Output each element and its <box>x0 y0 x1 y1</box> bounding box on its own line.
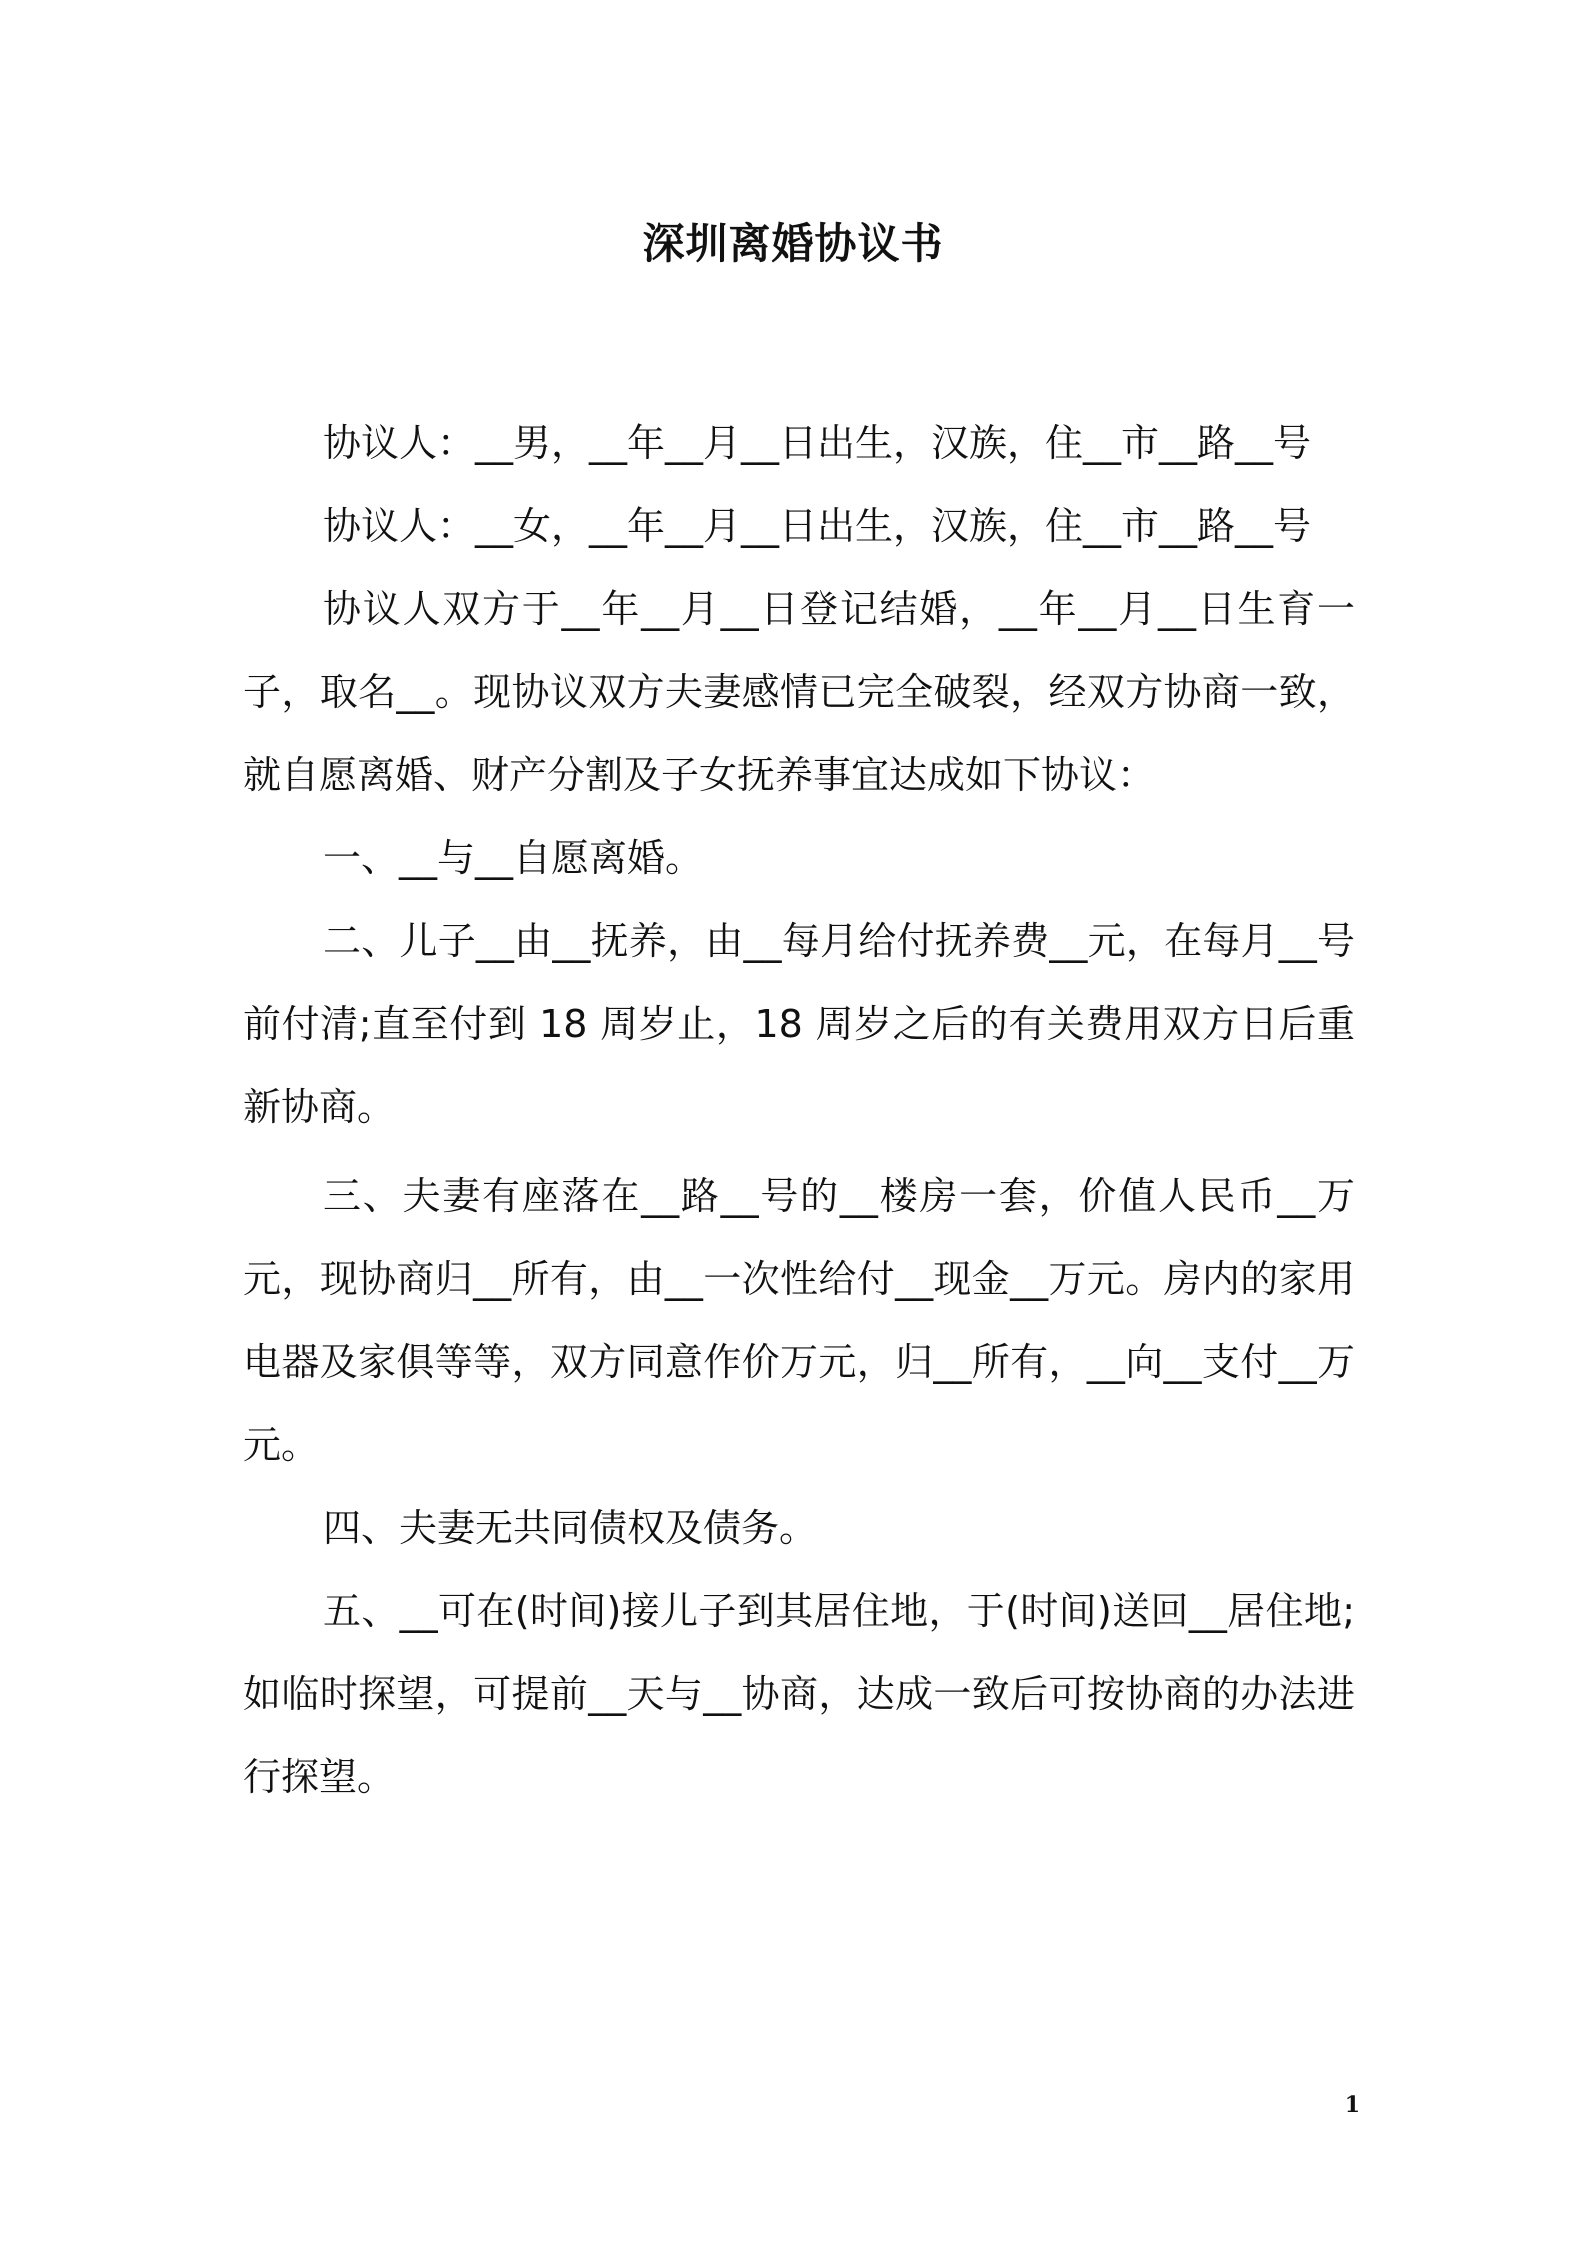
document-title: 深圳离婚协议书 <box>642 219 944 268</box>
page-number: 1 <box>1344 2092 1360 2118</box>
clause-5-paragraph: 五、__可在(时间)接儿子到其居住地，于(时间)送回__居住地;如临时探望，可提前__天与__协商，达成一致后可按协商的办法进行探望。 <box>243 1589 1355 1799</box>
document-body <box>243 402 1355 1819</box>
clause-2-paragraph: 二、儿子__由__抚养，由__每月给付抚养费__元，在每月__号前付清;直至付到 18 周岁止，18 周岁之后的有关费用双方日后重新协商。 <box>243 919 1355 1129</box>
party-female-paragraph: 协议人：__女，__年__月__日出生，汉族，住__市__路__号 <box>323 504 1312 548</box>
party-male-paragraph: 协议人：__男，__年__月__日出生，汉族，住__市__路__号 <box>323 421 1312 465</box>
marriage-background-paragraph: 协议人双方于__年__月__日登记结婚，__年__月__日生育一子，取名__。现协议双方夫妻感情已完全破裂，经双方协商一致，就自愿离婚、财产分割及子女抚养事宜达成如下协议： <box>243 587 1355 797</box>
clause-3-paragraph: 三、夫妻有座落在__路__号的__楼房一套，价值人民币__万元，现协商归__所有，由__一次性给付__现金__万元。房内的家用电器及家俱等等，双方同意作价万元，归__所有，__向__支付__万元。 <box>243 1174 1355 1467</box>
clause-4-paragraph: 四、夫妻无共同债权及债务。 <box>323 1506 818 1550</box>
clause-1-paragraph: 一、__与__自愿离婚。 <box>323 836 704 880</box>
